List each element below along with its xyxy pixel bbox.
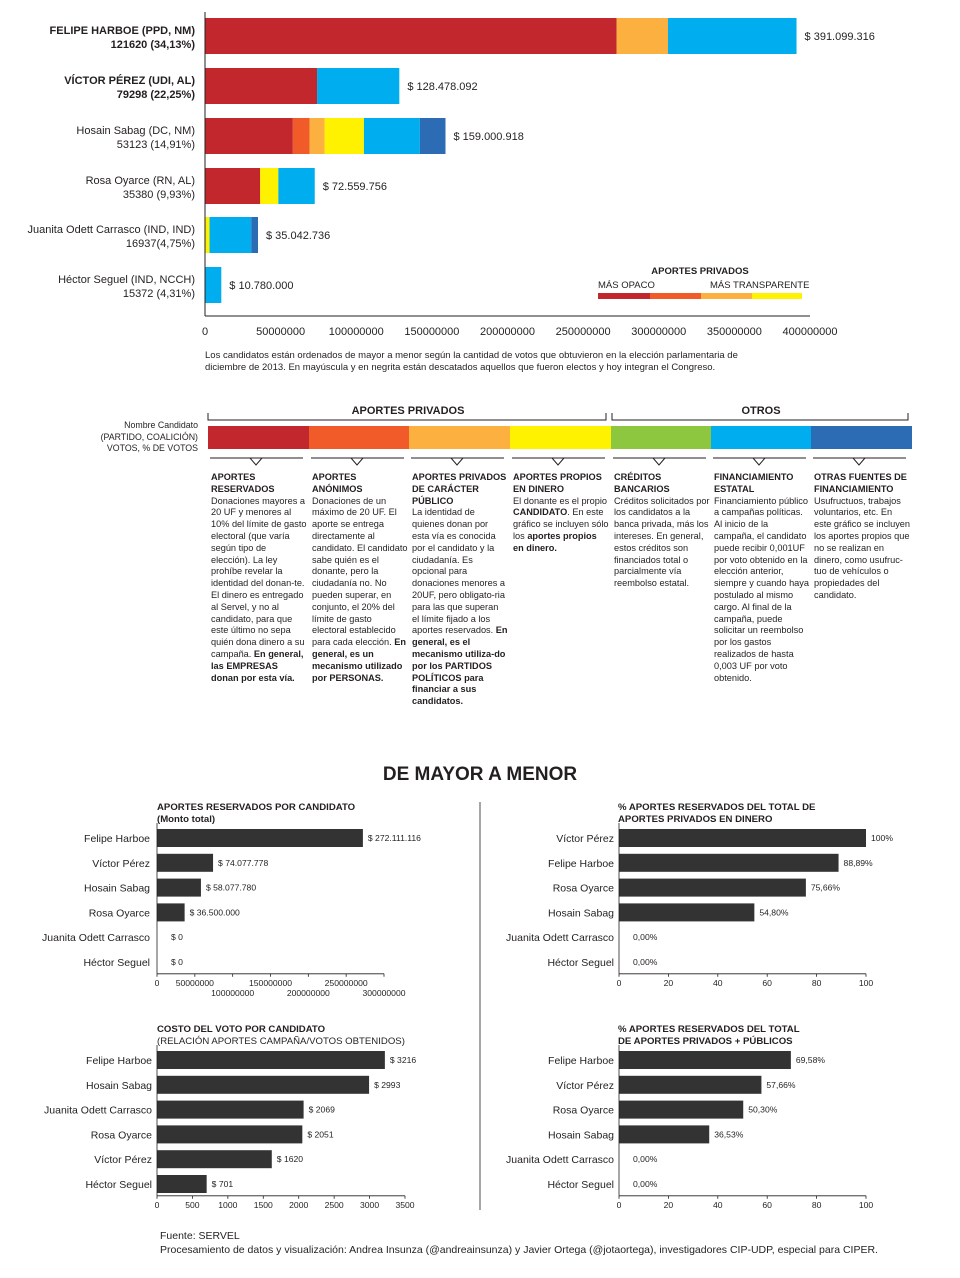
bar-category-label: Héctor Seguel bbox=[547, 957, 614, 969]
legend-title: APORTES PRIVADOS bbox=[651, 266, 749, 277]
x-tick-label: 500 bbox=[185, 1199, 200, 1210]
legend-swatch-anonimos bbox=[650, 293, 701, 299]
bar-segment-otras bbox=[251, 217, 258, 253]
bar-category-label: Juanita Odett Carrasco bbox=[506, 932, 614, 945]
bar-category-label: Rosa Oyarce bbox=[90, 1129, 152, 1142]
strip-swatch-creditos bbox=[611, 426, 712, 449]
bar-segment-propios bbox=[325, 118, 364, 154]
bracket-privados bbox=[208, 413, 606, 420]
total-amount-label: $ 10.780.000 bbox=[229, 280, 294, 292]
chart-title-line: COSTO DEL VOTO POR CANDIDATO bbox=[157, 1024, 326, 1035]
strip-bracket bbox=[311, 458, 404, 465]
footer-source: Fuente: SERVEL bbox=[160, 1230, 240, 1242]
x-tick-label: 200000000 bbox=[479, 326, 536, 338]
bar-category-label: Víctor Pérez bbox=[94, 1154, 152, 1167]
candidate-name: VÍCTOR PÉREZ (UDI, AL) bbox=[64, 75, 195, 87]
bar-value-label: 0,00% bbox=[633, 957, 658, 967]
strip-swatch-otras bbox=[811, 426, 912, 449]
x-tick-label: 1500 bbox=[253, 1199, 273, 1210]
total-amount-label: $ 128.478.092 bbox=[407, 81, 478, 93]
bar bbox=[157, 1150, 272, 1168]
category-title: APORTES ANÓNIMOS bbox=[312, 472, 363, 494]
bar-value-label: 50,30% bbox=[748, 1104, 778, 1115]
x-tick-label: 0 bbox=[616, 977, 622, 988]
x-tick-label: 20 bbox=[663, 977, 674, 988]
x-tick-label: 100 bbox=[858, 977, 874, 988]
bar-segment-propios bbox=[260, 168, 278, 204]
x-tick-label: 350000000 bbox=[706, 326, 762, 338]
strip-bracket bbox=[613, 458, 706, 465]
bar-value-label: $ 0 bbox=[171, 932, 183, 943]
bar-category-label: Felipe Harboe bbox=[548, 1055, 614, 1067]
bar-segment-estatal bbox=[205, 267, 221, 303]
bar-value-label: $ 701 bbox=[211, 1179, 234, 1189]
total-amount-label: $ 72.559.756 bbox=[322, 181, 387, 193]
bar-category-label: Rosa Oyarce bbox=[88, 907, 150, 920]
candidate-votes: 16937(4,75%) bbox=[125, 238, 195, 250]
category-reservados bbox=[211, 472, 307, 684]
bar-category-label: Héctor Seguel bbox=[83, 957, 150, 969]
bar bbox=[157, 854, 213, 872]
x-tick-label: 0 bbox=[201, 326, 209, 338]
bar-segment-reservados bbox=[205, 118, 293, 154]
x-tick-label: 100 bbox=[858, 1199, 874, 1210]
candidate-name: FELIPE HARBOE (PPD, NM) bbox=[49, 25, 195, 37]
bar bbox=[619, 1125, 709, 1143]
bar-category-label: Hosain Sabag bbox=[548, 907, 614, 920]
chart-title-line: DE APORTES PRIVADOS + PÚBLICOS bbox=[618, 1036, 793, 1047]
candidate-votes: 79298 (22,25%) bbox=[116, 89, 195, 101]
strip-bracket bbox=[713, 458, 806, 465]
bar bbox=[157, 1175, 207, 1193]
x-tick-label: 40 bbox=[713, 977, 723, 988]
chart-costo-voto bbox=[44, 1024, 416, 1210]
x-tick-label: 400000000 bbox=[782, 326, 838, 338]
strip-bracket bbox=[813, 458, 906, 465]
candidate-votes: 15372 (4,31%) bbox=[122, 288, 195, 300]
bar-value-label: $ 1620 bbox=[276, 1154, 304, 1165]
chart-title-line: % APORTES RESERVADOS DEL TOTAL DE bbox=[618, 802, 816, 813]
x-tick-label: 100000000 bbox=[328, 326, 384, 338]
chart-reservados-monto bbox=[42, 802, 421, 998]
category-body: El donante es el propio CANDIDATO. En este gráfico se incluyen sólo los aportes propios en dinero. bbox=[513, 495, 609, 553]
x-tick-label: 3000 bbox=[360, 1199, 380, 1210]
strip-swatch-estatal bbox=[711, 426, 812, 449]
candidate-votes: 35380 (9,93%) bbox=[122, 189, 195, 201]
candidate-name: Rosa Oyarce (RN, AL) bbox=[85, 175, 195, 187]
x-tick-label: 300000000 bbox=[631, 326, 687, 338]
bar bbox=[157, 1101, 304, 1119]
category-publico bbox=[412, 472, 508, 708]
category-body: Créditos solicitados por los candidatos a la banca privada, más los intereses. En general, estos créditos son financiados total o parcialmente vía reembolso estatal. bbox=[614, 495, 710, 589]
candidate-name: Héctor Seguel (IND, NCCH) bbox=[58, 274, 195, 286]
group-header-privados: APORTES PRIVADOS bbox=[351, 405, 465, 417]
bar bbox=[619, 879, 806, 897]
opacity-legend bbox=[598, 266, 809, 299]
footer bbox=[160, 1229, 878, 1257]
x-tick-label: 0 bbox=[154, 977, 160, 988]
bar-value-label: $ 58.077.780 bbox=[205, 882, 257, 893]
x-tick-label: 300000000 bbox=[362, 987, 406, 998]
x-tick-label: 60 bbox=[762, 977, 772, 988]
bar-category-label: Héctor Seguel bbox=[85, 1179, 152, 1191]
candidate-votes: 121620 (34,13%) bbox=[110, 39, 195, 51]
category-otras bbox=[814, 472, 910, 602]
bar-category-label: Rosa Oyarce bbox=[552, 882, 614, 895]
bar-category-label: Víctor Pérez bbox=[556, 1079, 614, 1092]
x-tick-label: 0 bbox=[616, 1199, 622, 1210]
bar-category-label: Felipe Harboe bbox=[84, 833, 150, 845]
bar bbox=[619, 1076, 761, 1094]
x-tick-label: 3500 bbox=[395, 1199, 415, 1210]
strip-swatch-propios bbox=[510, 426, 611, 449]
bar bbox=[157, 903, 185, 921]
bar-value-label: $ 2051 bbox=[307, 1129, 334, 1140]
bar-value-label: 0,00% bbox=[633, 932, 658, 943]
bar-value-label: $ 2069 bbox=[308, 1104, 335, 1115]
bar-value-label: 54,80% bbox=[759, 907, 789, 918]
x-tick-label: 80 bbox=[811, 1199, 822, 1210]
bar-category-label: Héctor Seguel bbox=[547, 1179, 614, 1191]
legend-swatch-publico bbox=[701, 293, 752, 299]
bar bbox=[157, 1125, 302, 1143]
bar-segment-reservados bbox=[205, 168, 260, 204]
strip-swatch-publico bbox=[409, 426, 510, 449]
bar bbox=[619, 903, 754, 921]
category-title: APORTES PRIVADOS DE CARÁCTER PÚBLICO bbox=[412, 472, 507, 506]
category-body: Financiamiento público a campañas políticas. Al inicio de la campaña, el candidato puede recibir 0,001UF por voto obtenido en la elección anterior, siempre y cuando haya postulado al mismo cargo. Al final de la campaña, puede solicitar un reembolso por los gastos realizados de hasta 0,003 UF por voto obtenido. bbox=[714, 495, 809, 683]
category-title: APORTES PROPIOS EN DINERO bbox=[513, 472, 602, 494]
bar-value-label: 88,89% bbox=[843, 857, 873, 868]
total-amount-label: $ 159.000.918 bbox=[453, 131, 524, 143]
category-title: OTRAS FUENTES DE FINANCIAMIENTO bbox=[814, 472, 907, 494]
bar bbox=[157, 1076, 369, 1094]
bar-segment-reservados bbox=[205, 68, 317, 104]
strip-bracket bbox=[512, 458, 605, 465]
small-charts bbox=[0, 790, 960, 1220]
chart-reservados-pct-dinero bbox=[506, 802, 893, 988]
candidate-labels bbox=[28, 25, 196, 300]
category-anonimos bbox=[312, 472, 408, 684]
x-tick-label: 40 bbox=[713, 1199, 723, 1210]
bar-value-label: 0,00% bbox=[633, 1154, 658, 1165]
bar-segment-reservados bbox=[205, 18, 617, 54]
bar-category-label: Rosa Oyarce bbox=[552, 1104, 614, 1117]
x-tick-label: 20 bbox=[663, 1199, 674, 1210]
bar-category-label: Víctor Pérez bbox=[556, 833, 614, 845]
bar-value-label: $ 0 bbox=[171, 957, 183, 967]
bar-segment-estatal bbox=[210, 217, 252, 253]
bar-value-label: 100% bbox=[871, 833, 893, 843]
x-tick-label: 250000000 bbox=[555, 326, 611, 338]
bar-value-label: $ 74.077.778 bbox=[218, 857, 269, 868]
bar-category-label: Hosain Sabag bbox=[548, 1129, 614, 1142]
bar-category-label: Juanita Odett Carrasco bbox=[506, 1154, 614, 1167]
bar-value-label: 69,58% bbox=[795, 1055, 826, 1065]
bar-segment-estatal bbox=[317, 68, 399, 104]
x-tick-label: 150000000 bbox=[404, 326, 460, 338]
main-chart-note: Los candidatos están ordenados de mayor a menor según la cantidad de votos que obtuvieron en la elección parlamentaria de diciembre de 2013. En mayúscula y en negrita están descatados aquellos que fueron electos y hoy integran el Congreso. bbox=[205, 350, 738, 373]
bar bbox=[157, 829, 363, 847]
legend-left-label: MÁS OPACO bbox=[598, 280, 655, 291]
x-tick-label: 250000000 bbox=[324, 977, 368, 988]
x-tick-label: 2000 bbox=[289, 1199, 309, 1210]
bar-value-label: $ 36.500.000 bbox=[189, 907, 240, 918]
bar-value-label: $ 3216 bbox=[389, 1055, 417, 1065]
x-tick-label: 1000 bbox=[218, 1199, 238, 1210]
bar-value-label: 36,53% bbox=[714, 1129, 744, 1140]
bar-category-label: Hosain Sabag bbox=[86, 1079, 152, 1092]
bar-segment-estatal bbox=[668, 18, 797, 54]
bar-category-label: Felipe Harboe bbox=[548, 857, 614, 870]
bar-category-label: Felipe Harboe bbox=[86, 1055, 152, 1067]
total-amount-label: $ 35.042.736 bbox=[266, 230, 331, 242]
bar-category-label: Víctor Pérez bbox=[92, 857, 150, 870]
chart-title-line: % APORTES RESERVADOS DEL TOTAL bbox=[618, 1024, 800, 1035]
category-title: CRÉDITOS BANCARIOS bbox=[614, 472, 670, 494]
x-tick-label: 60 bbox=[762, 1199, 772, 1210]
bar-value-label: 57,66% bbox=[766, 1079, 796, 1090]
total-amount-label: $ 391.099.316 bbox=[804, 31, 875, 43]
x-tick-label: 50000000 bbox=[256, 326, 306, 338]
legend-right-label: MÁS TRANSPARENTE bbox=[710, 280, 810, 291]
x-tick-label: 80 bbox=[811, 977, 822, 988]
x-tick-label: 0 bbox=[154, 1199, 160, 1210]
bar-segment-publico bbox=[309, 118, 324, 154]
strip-swatch-reservados bbox=[208, 426, 309, 449]
category-creditos bbox=[614, 472, 710, 590]
category-body: Usufructuos, trabajos voluntarios, etc. En este gráfico se incluyen los aportes propios que no se realizan en dinero, como usufruc-tuo de vehículos o propiedades del candidato. bbox=[814, 495, 911, 600]
category-color-strip bbox=[0, 400, 960, 475]
category-row-label: Nombre Candidato (PARTIDO, COALICIÓN) VOTOS, % DE VOTOS bbox=[100, 420, 198, 453]
x-tick-label: 2500 bbox=[324, 1199, 344, 1210]
bar-segment-estatal bbox=[278, 168, 314, 204]
chart-title-line: APORTES PRIVADOS EN DINERO bbox=[618, 814, 773, 825]
bar-segment-publico bbox=[617, 18, 668, 54]
chart-reservados-pct-total bbox=[506, 1024, 873, 1210]
footer-credits: Procesamiento de datos y visualización: Andrea Insunza (@andreainsunza) y Javier Ortega (@jotaortega), investigadores CIP-UDP, especial para CIPER. bbox=[160, 1244, 878, 1256]
x-tick-label: 200000000 bbox=[286, 987, 330, 998]
bar bbox=[619, 1051, 791, 1069]
bar bbox=[619, 1101, 743, 1119]
category-propios bbox=[513, 472, 609, 555]
bar bbox=[619, 854, 839, 872]
group-header-otros: OTROS bbox=[741, 405, 781, 417]
bar-category-label: Hosain Sabag bbox=[84, 882, 150, 895]
bar-value-label: $ 2993 bbox=[374, 1079, 401, 1090]
category-title: APORTES RESERVADOS bbox=[211, 472, 275, 494]
category-body: La identidad de quienes donan por esta vía es conocida por el candidato y la ciudadanía. Es opcional para donaciones menores a 20UF, pero obligato-ria para las que superan el límite fijado a los aportes reservados. En general, es el mecanismo utiliza-do por los PARTIDOS POLÍTICOS para financiar a sus candidatos. bbox=[412, 507, 508, 707]
strip-bracket bbox=[411, 458, 504, 465]
bar-segment-anonimos bbox=[293, 118, 310, 154]
chart-title-line: (Monto total) bbox=[157, 814, 216, 825]
candidate-name: Juanita Odett Carrasco (IND, IND) bbox=[27, 224, 195, 236]
category-body: Donaciones mayores a 20 UF y menores al 10% del límite de gasto electoral (que varía según tipo de elección). La ley prohíbe revelar la identidad del donan-te. El dinero es entregado al Servel, y no al candidato, para que este último no sepa quién dona dinero a su campaña. En general, las EMPRESAS donan por esta vía. bbox=[211, 495, 307, 683]
bar bbox=[619, 829, 866, 847]
main-stacked-bar-chart bbox=[0, 0, 960, 345]
stacked-bars bbox=[205, 18, 797, 303]
bar bbox=[157, 879, 201, 897]
section-title: DE MAYOR A MENOR bbox=[382, 764, 578, 785]
category-estatal bbox=[714, 472, 810, 684]
bar-segment-propios bbox=[205, 217, 210, 253]
x-tick-label: 50000000 bbox=[175, 977, 214, 988]
chart-title-line: (RELACIÓN APORTES CAMPAÑA/VOTOS OBTENIDOS) bbox=[157, 1036, 405, 1047]
strip-bracket bbox=[210, 458, 303, 465]
chart-title-line: APORTES RESERVADOS POR CANDIDATO bbox=[157, 802, 356, 813]
bar-category-label: Juanita Odett Carrasco bbox=[44, 1104, 152, 1117]
bar-category-label: Juanita Odett Carrasco bbox=[42, 932, 150, 945]
x-tick-labels bbox=[202, 326, 838, 338]
legend-swatch-propios bbox=[752, 293, 802, 299]
bar-value-label: 75,66% bbox=[810, 882, 841, 893]
bar-value-label: 0,00% bbox=[633, 1179, 658, 1189]
candidate-name: Hosain Sabag (DC, NM) bbox=[76, 125, 195, 137]
candidate-votes: 53123 (14,91%) bbox=[116, 139, 195, 151]
category-title: FINANCIAMIENTO ESTATAL bbox=[714, 472, 794, 494]
bracket-otros bbox=[612, 413, 908, 420]
strip-swatch-anonimos bbox=[309, 426, 410, 449]
bar-value-label: $ 272.111.116 bbox=[367, 833, 421, 843]
x-tick-label: 150000000 bbox=[248, 977, 293, 988]
legend-swatch-reservados bbox=[598, 293, 650, 299]
bar-segment-otras bbox=[420, 118, 446, 154]
bar bbox=[157, 1051, 385, 1069]
bar-segment-estatal bbox=[364, 118, 420, 154]
category-body: Donaciones de un máximo de 20 UF. El aporte se entrega directamente al candidato. El candidato sabe quién es el donante, pero la ciudadanía no. No pueden superar, en conjunto, el 20% del límite de gasto electoral establecido para cada elección. En general, es un mecanismo utilizado por PERSONAS. bbox=[312, 495, 408, 683]
x-tick-label: 100000000 bbox=[211, 987, 255, 998]
